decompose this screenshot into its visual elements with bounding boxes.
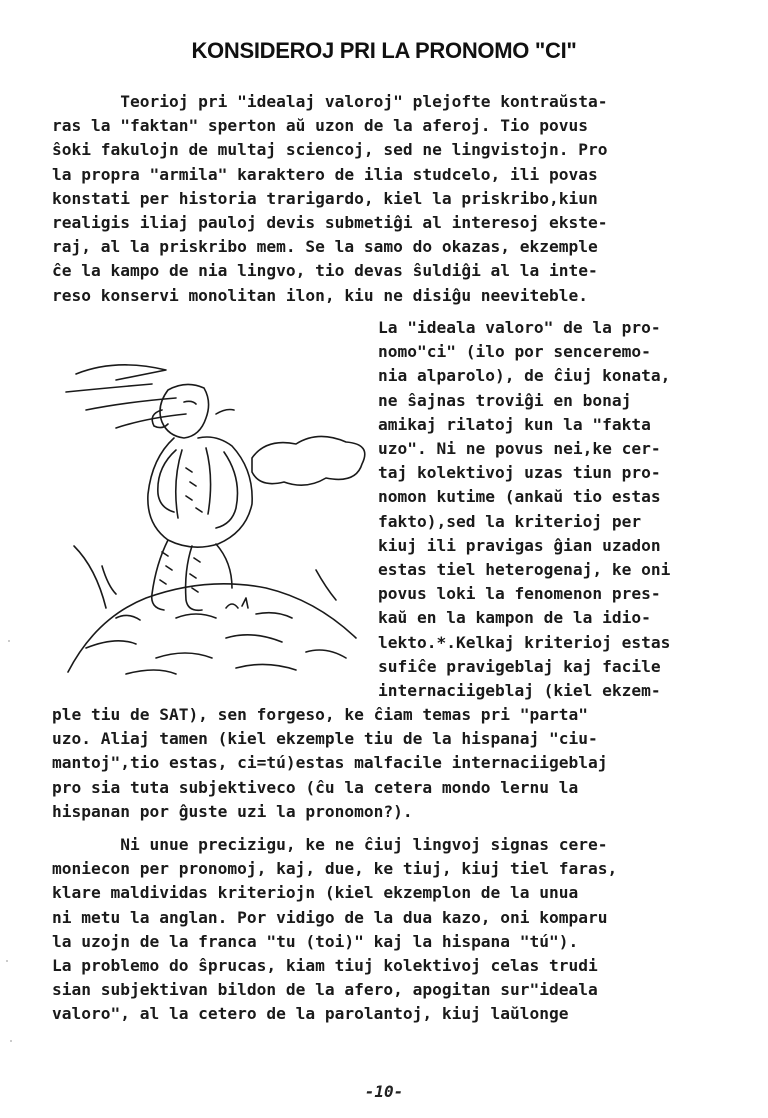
text-line: klare maldividas kriteriojn (kiel ekzemplon de la unua bbox=[52, 883, 579, 903]
text-line: konstati per historia trarigardo, kiel la priskribo,kiun bbox=[52, 188, 598, 208]
text-line: La problemo do ŝprucas, kiam tiuj kolektivoj celas trudi bbox=[52, 956, 598, 976]
text-line: amikaj rilatoj kun la "fakta bbox=[378, 414, 651, 434]
text-line: mantoj",tio estas, ci=tú)estas malfacile internaciigeblaj bbox=[52, 753, 608, 773]
text-line: estas tiel heterogenaj, ke oni bbox=[378, 560, 671, 580]
text-line: raj, al la priskribo mem. Se la samo do okazas, ekzemple bbox=[52, 237, 598, 257]
text-line: valoro", al la cetero de la parolantoj, kiuj laŭlonge bbox=[52, 1004, 569, 1024]
text-line: lekto.*.Kelkaj kriterioj estas bbox=[378, 632, 671, 652]
text-line: nomo"ci" (ilo por senceremo- bbox=[378, 342, 651, 362]
text-line: ne ŝajnas troviĝi en bonaj bbox=[378, 390, 632, 410]
text-line: reso konservi monolitan ilon, kiu ne disiĝu neeviteble. bbox=[52, 285, 589, 305]
scan-speck bbox=[6, 960, 8, 962]
text-line: ĉe la kampo de nia lingvo, tio devas ŝuldiĝi al la inte- bbox=[52, 261, 598, 281]
text-line: realigis iliaj pauloj devis submetiĝi al interesoj ekste- bbox=[52, 213, 608, 233]
text-line: nia alparolo), de ĉiuj konata, bbox=[378, 366, 671, 386]
text-line: la uzojn de la franca "tu (toi)" kaj la hispana "tú"). bbox=[52, 931, 579, 951]
text-line: moniecon per pronomoj, kaj, due, ke tiuj, kiuj tiel faras, bbox=[52, 859, 618, 879]
text-line: ŝoki fakulojn de multaj sciencoj, sed ne lingvistojn. Pro bbox=[52, 140, 608, 160]
text-line: sian subjektivan bildon de la afero, apogitan sur"ideala bbox=[52, 980, 598, 1000]
text-line: hispanan por ĝuste uzi la pronomon?). bbox=[52, 801, 413, 821]
text-line: ras la "faktan" sperton aŭ uzon de la aferoj. Tio povus bbox=[52, 116, 589, 136]
text-line: uzo. Aliaj tamen (kiel ekzemple tiu de la hispanaj "ciu- bbox=[52, 729, 598, 749]
text-line: povus loki la fenomenon pres- bbox=[378, 584, 661, 604]
text-line: fakto),sed la kriterioj per bbox=[378, 511, 642, 531]
text-line: internaciigeblaj (kiel ekzem- bbox=[378, 681, 661, 701]
paragraph-2-continuation bbox=[52, 703, 608, 824]
paragraph-2-right-column bbox=[378, 316, 670, 703]
text-line: Ni unue precizigu, ke ne ĉiuj lingvoj signas cere- bbox=[52, 835, 608, 854]
page-number: -10- bbox=[364, 1082, 404, 1101]
paragraph-3 bbox=[52, 833, 617, 1027]
thinker-on-hill-illustration bbox=[56, 318, 372, 698]
text-line: sufiĉe pravigeblaj kaj facile bbox=[378, 656, 661, 676]
text-line: ple tiu de SAT), sen forgeso, ke ĉiam temas pri "parta" bbox=[52, 705, 589, 724]
text-line: la propra "armila" karaktero de ilia studcelo, ili povas bbox=[52, 164, 598, 184]
text-line: Teorioj pri "idealaj valoroj" plejofte kontraŭsta- bbox=[52, 92, 608, 111]
scan-speck bbox=[8, 640, 10, 642]
text-line: ni metu la anglan. Por vidigo de la dua kazo, oni komparu bbox=[52, 907, 608, 927]
text-line: La "ideala valoro" de la pro- bbox=[378, 318, 661, 337]
page-title: KONSIDEROJ PRI LA PRONOMO "CI" bbox=[191, 38, 577, 63]
text-line: taj kolektivoj uzas tiun pro- bbox=[378, 463, 661, 483]
scan-speck bbox=[10, 1040, 12, 1042]
paragraph-1 bbox=[52, 90, 608, 308]
text-line: pro sia tuta subjektiveco (ĉu la cetera mondo lernu la bbox=[52, 777, 579, 797]
text-line: kiuj ili pravigas ĝian uzadon bbox=[378, 535, 661, 555]
text-line: kaŭ en la kampon de la idio- bbox=[378, 608, 651, 628]
text-line: nomon kutime (ankaŭ tio estas bbox=[378, 487, 661, 507]
text-line: uzo". Ni ne povus nei,ke cer- bbox=[378, 439, 661, 459]
